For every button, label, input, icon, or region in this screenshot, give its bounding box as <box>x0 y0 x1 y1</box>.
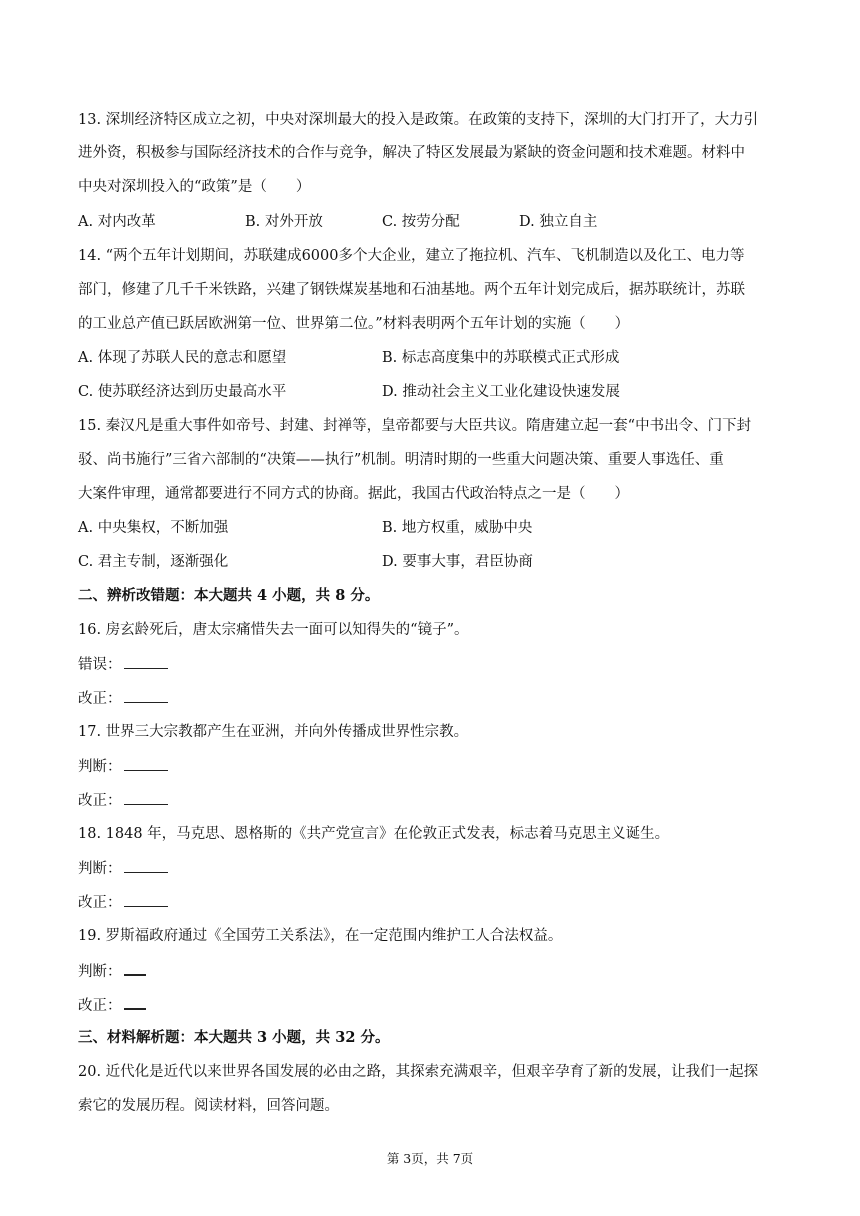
q14-stem-line-3: 的工业总产值已跃居欧洲第一位、世界第二位。”材料表明两个五年计划的实施（ ） <box>78 316 630 332</box>
q13-stem-line-1: 13. 深圳经济特区成立之初，中央对深圳最大的投入是政策。在政策的支持下，深圳的大门打开了，大力引 <box>78 112 759 128</box>
page-number: 第 3页，共 7页 <box>386 1151 474 1166</box>
q15-stem-line-3: 大案件审理，通常都要进行不同方式的协商。据此，我国古代政治特点之一是（ ） <box>78 486 629 502</box>
q16-error-row <box>78 654 782 675</box>
q19-judge-row <box>78 960 782 982</box>
q13-option-c: C. 按劳分配 <box>382 214 460 230</box>
q16-correction-row <box>78 688 782 709</box>
q13-stem-line-3: 中央对深圳投入的“政策”是（ ） <box>78 179 311 195</box>
q17-judge-label: 判断： <box>78 759 122 775</box>
q15-options-row-1 <box>78 518 782 538</box>
q13-option-d: D. 独立自主 <box>519 214 598 230</box>
q13-option-b: B. 对外开放 <box>245 214 323 230</box>
q19-correction-row <box>78 994 782 1016</box>
q18-judge-row <box>78 858 782 879</box>
q19-judge-blank[interactable] <box>124 960 146 976</box>
q15-option-b: B. 地方权重，威胁中央 <box>382 520 533 536</box>
q14-option-b: B. 标志高度集中的苏联模式正式形成 <box>382 350 620 366</box>
q18-judge-label: 判断： <box>78 861 122 877</box>
q14-option-d: D. 推动社会主义工业化建设快速发展 <box>382 384 620 400</box>
q15-option-a: A. 中央集权，不断加强 <box>78 520 229 536</box>
q15-stem-line-2: 驳、尚书施行”三省六部制的“决策——执行”机制。明清时期的一些重大问题决策、重要人事选任、重 <box>78 452 724 468</box>
q14-options-row-2 <box>78 382 782 402</box>
q16-error-blank[interactable] <box>124 654 168 669</box>
q19-correction-blank[interactable] <box>124 994 146 1010</box>
q18-correction-label: 改正： <box>78 895 122 911</box>
q18-judge-blank[interactable] <box>124 858 168 873</box>
q14-option-c: C. 使苏联经济达到历史最高水平 <box>78 384 287 400</box>
q16-error-label: 错误： <box>78 657 122 673</box>
q17-judge-row <box>78 756 782 777</box>
q14-option-a: A. 体现了苏联人民的意志和愿望 <box>78 350 287 366</box>
q17-stem: 17. 世界三大宗教都产生在亚洲，并向外传播成世界性宗教。 <box>78 724 469 740</box>
q20-stem-line-2: 索它的发展历程。阅读材料，回答问题。 <box>78 1098 339 1114</box>
q17-correction-label: 改正： <box>78 793 122 809</box>
q17-judge-blank[interactable] <box>124 756 168 771</box>
q18-stem: 18. 1848 年，马克思、恩格斯的《共产党宣言》在伦敦正式发表，标志着马克思主义诞生。 <box>78 826 670 842</box>
section-2-heading: 二、辨析改错题：本大题共 4 小题，共 8 分。 <box>78 587 380 604</box>
q15-option-d: D. 要事大事，君臣协商 <box>382 554 533 570</box>
q16-stem: 16. 房玄龄死后，唐太宗痛惜失去一面可以知得失的“镜子”。 <box>78 622 469 638</box>
q19-correction-label: 改正： <box>78 998 122 1014</box>
q14-stem-line-1: 14. “两个五年计划期间，苏联建成6000多个大企业，建立了拖拉机、汽车、飞机制造以及化工、电力等 <box>78 248 745 264</box>
q18-correction-blank[interactable] <box>124 892 168 907</box>
q14-stem-line-2: 部门，修建了几千千米铁路，兴建了钢铁煤炭基地和石油基地。两个五年计划完成后，据苏联统计，苏联 <box>78 282 745 298</box>
q19-judge-label: 判断： <box>78 964 122 980</box>
q15-options-row-2 <box>78 552 782 572</box>
q16-correction-label: 改正： <box>78 691 122 707</box>
q16-correction-blank[interactable] <box>124 688 168 703</box>
q15-option-c: C. 君主专制，逐渐强化 <box>78 554 229 570</box>
q19-stem: 19. 罗斯福政府通过《全国劳工关系法》，在一定范围内维护工人合法权益。 <box>78 928 563 944</box>
q13-options <box>78 212 782 232</box>
q14-options-row-1 <box>78 348 782 368</box>
q18-correction-row <box>78 892 782 913</box>
q17-correction-blank[interactable] <box>124 790 168 805</box>
q17-correction-row <box>78 790 782 811</box>
q13-stem-line-2: 进外资，积极参与国际经济技术的合作与竞争，解决了特区发展最为紧缺的资金问题和技术难题。材料中 <box>78 145 745 161</box>
q20-stem-line-1: 20. 近代化是近代以来世界各国发展的必由之路，其探索充满艰辛，但艰辛孕育了新的发展，让我们一起探 <box>78 1064 759 1080</box>
section-3-heading: 三、材料解析题：本大题共 3 小题，共 32 分。 <box>78 1029 390 1046</box>
q15-stem-line-1: 15. 秦汉凡是重大事件如帝号、封建、封禅等，皇帝都要与大臣共议。隋唐建立起一套“中书出令、门下封 <box>78 418 752 434</box>
q13-option-a: A. 对内改革 <box>78 214 156 230</box>
